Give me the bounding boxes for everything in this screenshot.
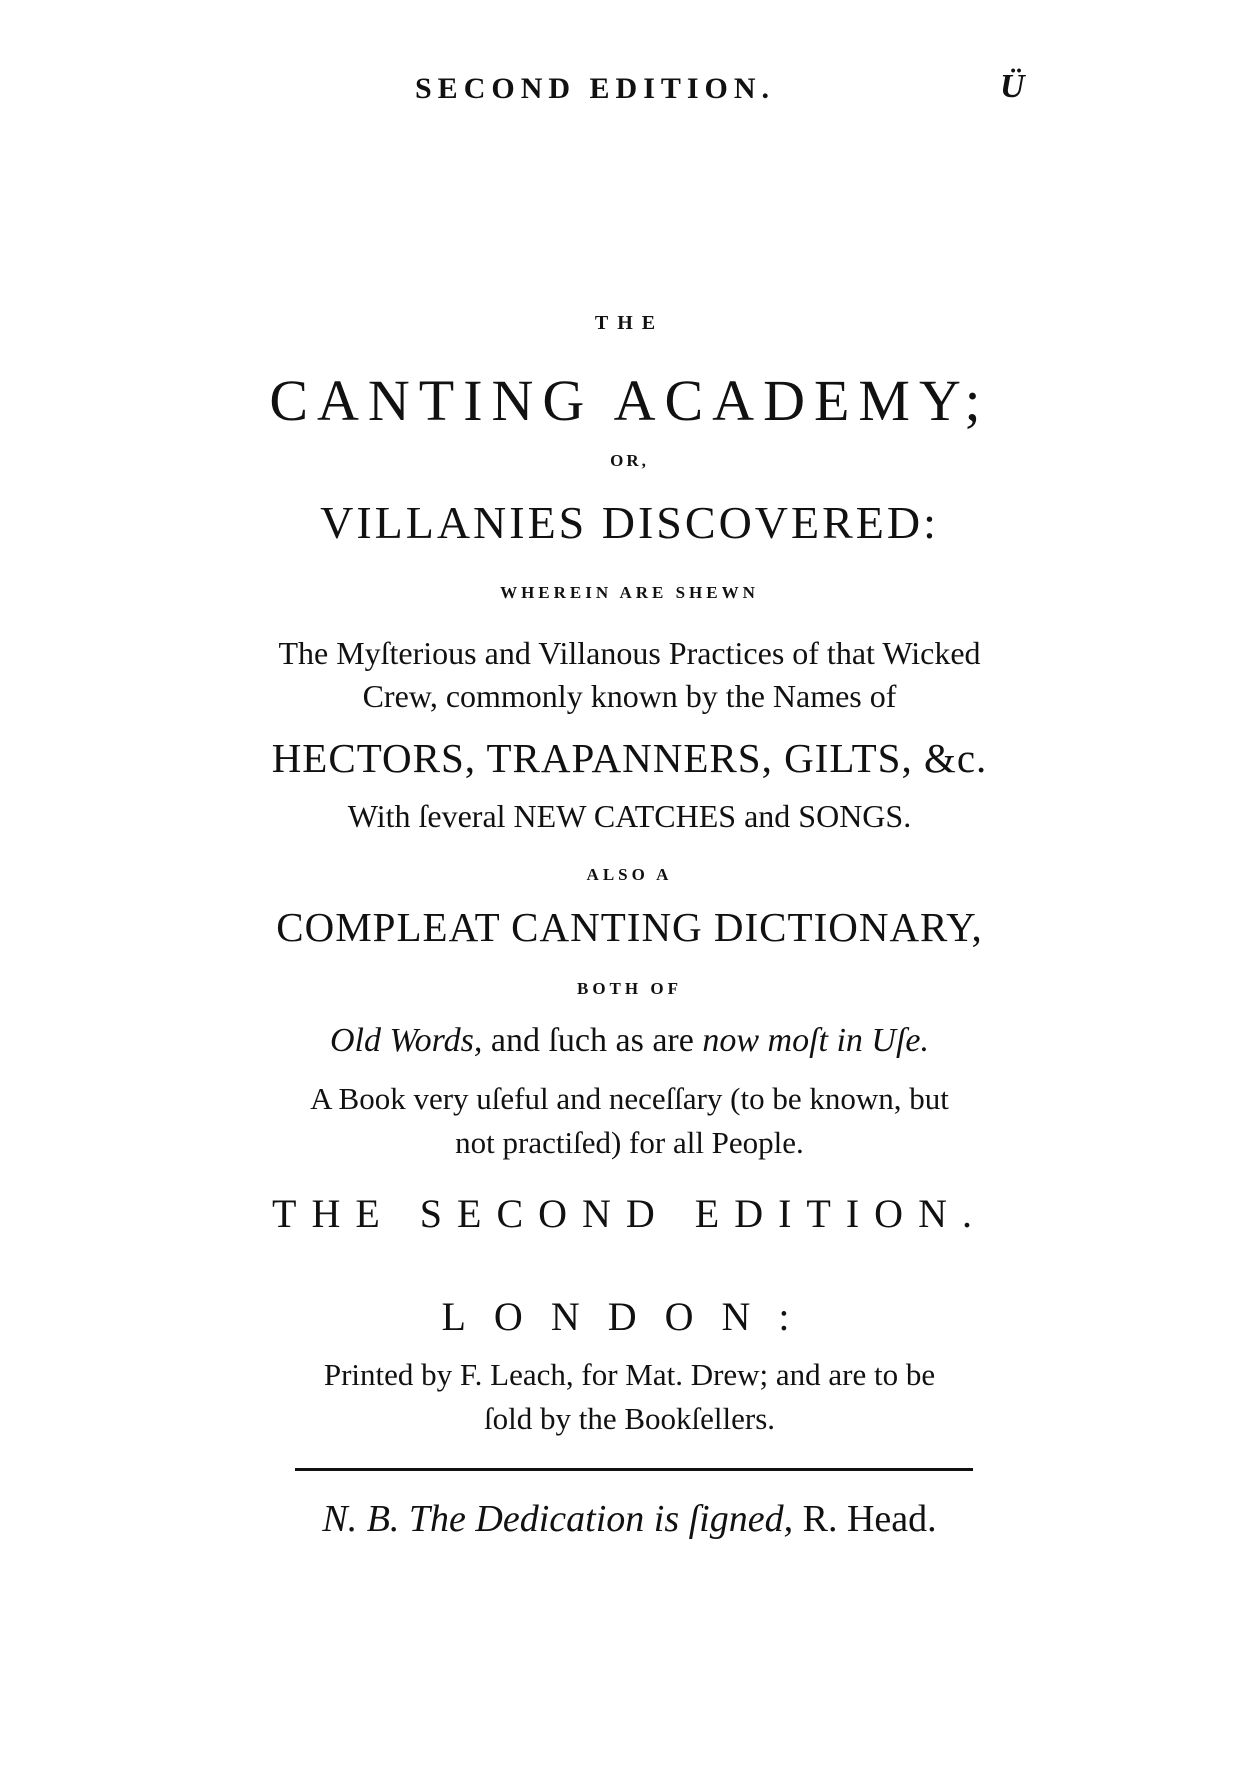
imprint-line-2: ſold by the Bookſellers. (483, 1401, 776, 1436)
dedication-note (0, 1500, 1259, 1538)
imprint-place: LONDON: (441, 1294, 818, 1339)
page-number-mark: Ü (1000, 68, 1025, 105)
both-of-label: BOTH OF (577, 979, 682, 998)
title-article: THE (594, 312, 665, 334)
dedication-note-italic: N. B. The Dedication is ſigned, (322, 1498, 794, 1540)
title-or: OR, (610, 451, 649, 470)
subtitle: VILLANIES DISCOVERED: (320, 497, 939, 548)
old-words-line (0, 1024, 1259, 1058)
old-words-middle: and ſuch as are (482, 1022, 703, 1059)
old-words-italic-2: now moſt in Uſe. (702, 1022, 930, 1059)
catches-songs-line: With ſeveral NEW CATCHES and SONGS. (347, 798, 912, 834)
book-line-1: A Book very uſeful and neceſſary (to be known, but (310, 1081, 949, 1116)
dictionary-title: COMPLEAT CANTING DICTIONARY, (276, 904, 983, 950)
wherein-label: WHEREIN ARE SHEWN (500, 583, 759, 602)
description-line-2: Crew, commonly known by the Names of (362, 678, 897, 714)
main-title: CANTING ACADEMY; (269, 368, 990, 433)
hectors-line: HECTORS, TRAPANNERS, GILTS, &c. (271, 735, 988, 781)
edition-statement: THE SECOND EDITION. (272, 1191, 987, 1236)
description-line-1: The Myſterious and Villanous Practices of that Wicked (278, 635, 981, 671)
imprint-line-1: Printed by F. Leach, for Mat. Drew; and are to be (323, 1357, 936, 1392)
dedication-author: R. Head. (793, 1498, 937, 1540)
book-line-2: not practiſed) for all People. (455, 1125, 804, 1160)
horizontal-rule (295, 1468, 973, 1471)
also-label: ALSO A (586, 865, 673, 884)
running-head: SECOND EDITION. (415, 72, 776, 105)
old-words-italic: Old Words, (329, 1022, 483, 1059)
